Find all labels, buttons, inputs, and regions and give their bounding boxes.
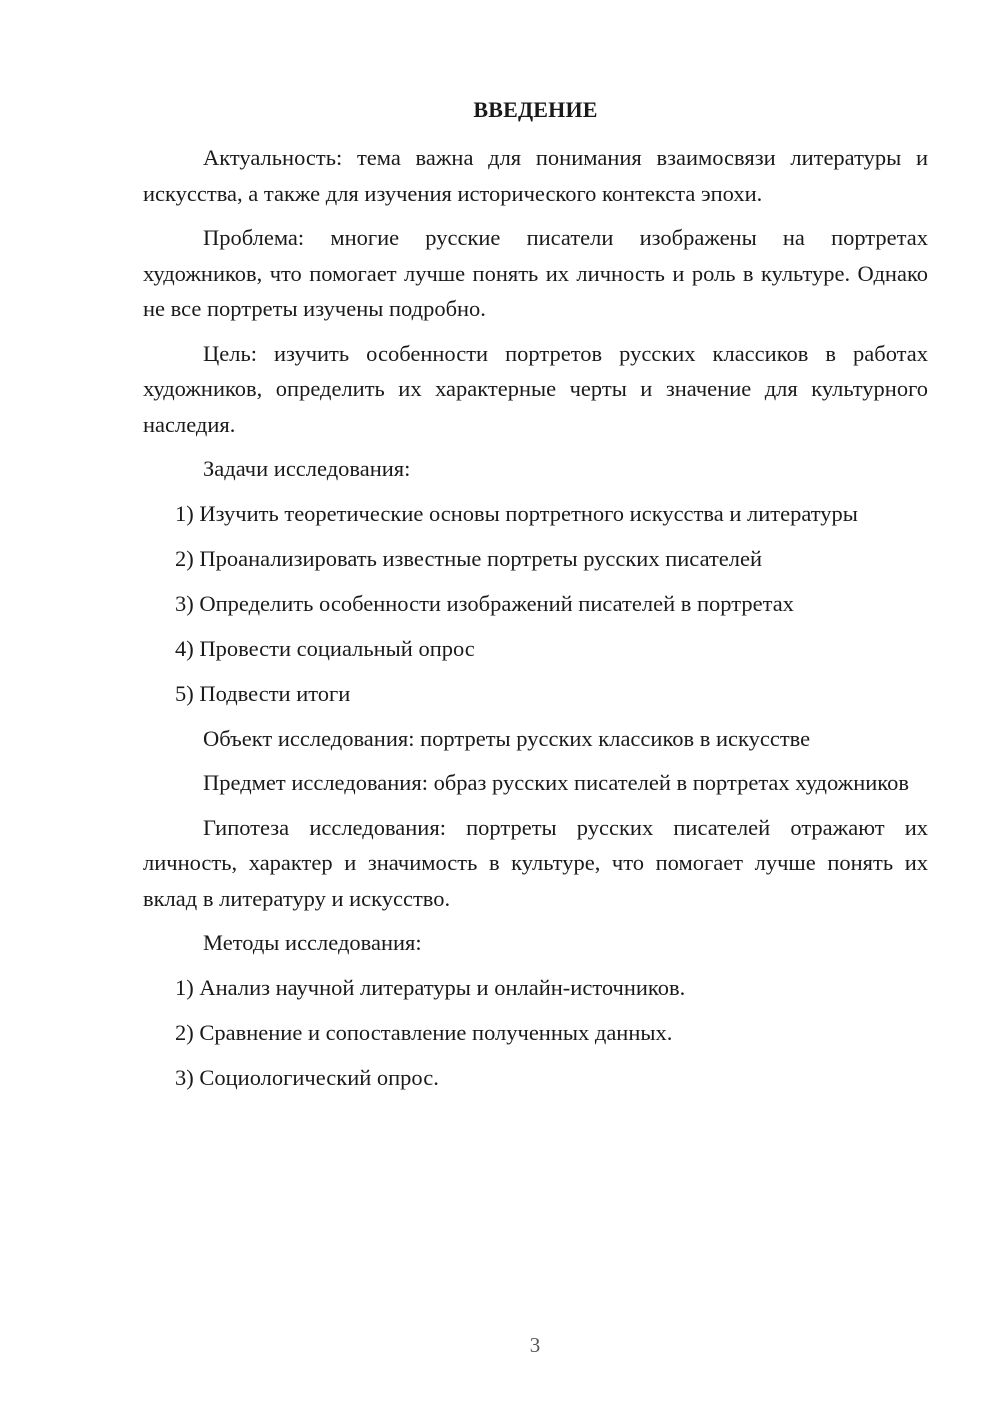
object-paragraph: Объект исследования: портреты русских классиков в искусстве (203, 725, 811, 751)
document-page (143, 92, 928, 1105)
task-item: 2) Проанализировать известные портреты русских писателей (175, 545, 763, 571)
methods-heading: Методы исследования: (203, 930, 422, 955)
subject-paragraph: Предмет исследования: образ русских писателей в портретах художников (203, 770, 909, 795)
method-item: 1) Анализ научной литературы и онлайн-источников. (175, 974, 686, 1000)
task-item: 4) Провести социальный опрос (175, 635, 475, 661)
tasks-list (143, 496, 928, 712)
goal-paragraph: Цель: изучить особенности портретов русских классиков в работах художников, определить их характерные черты и значение для культурного наследия. (143, 340, 928, 437)
problem-paragraph: Проблема: многие русские писатели изображены на портретах художников, что помогает лучше понять их личность и роль в культуре. Однако не все портреты изучены подробно. (143, 225, 928, 321)
page-title: ВВЕДЕНИЕ (473, 97, 598, 122)
hypothesis-paragraph: Гипотеза исследования: портреты русских писателей отражают их личность, характер и значимость в культуре, что помогает лучше понять их вклад в литературу и искусство. (143, 814, 928, 911)
task-item: 1) Изучить теоретические основы портретного искусства и литературы (175, 500, 858, 526)
method-item: 3) Социологический опрос. (175, 1064, 439, 1090)
relevance-paragraph: Актуальность: тема важна для понимания взаимосвязи литературы и искусства, а также для изучения исторического контекста эпохи. (143, 145, 928, 206)
tasks-heading: Задачи исследования: (203, 456, 411, 481)
method-item: 2) Сравнение и сопоставление полученных данных. (175, 1019, 673, 1045)
task-item: 3) Определить особенности изображений писателей в портретах (175, 590, 794, 616)
task-item: 5) Подвести итоги (175, 680, 351, 706)
methods-list (143, 970, 928, 1096)
page-number: 3 (529, 1333, 541, 1357)
